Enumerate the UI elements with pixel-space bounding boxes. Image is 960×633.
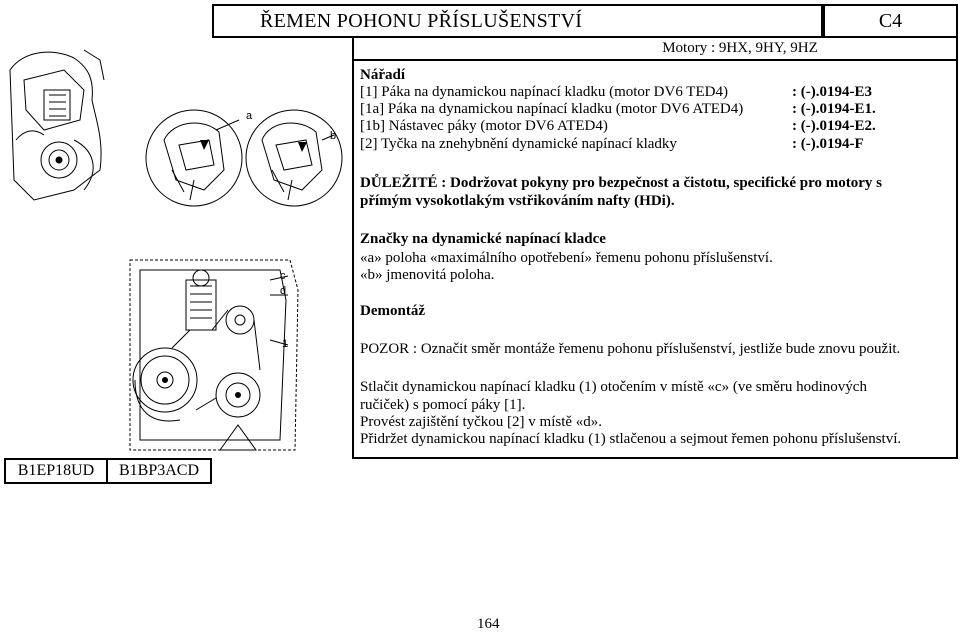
section-code bbox=[823, 4, 958, 38]
figure-ref-1 bbox=[4, 458, 108, 484]
page-number: 164 bbox=[477, 616, 500, 632]
label-a: a bbox=[246, 110, 253, 122]
section-code-text: C4 bbox=[878, 9, 903, 32]
bottom-illustration bbox=[120, 250, 305, 455]
tool-item-3: [1b] Nástavec páky (motor DV6 ATED4) bbox=[360, 118, 608, 134]
step-line-2: ručiček) s pomocí páky [1]. bbox=[360, 397, 526, 413]
removal-heading: Demontáž bbox=[360, 303, 425, 319]
figure-ref-1-text: B1EP18UD bbox=[17, 462, 95, 479]
engines-bar bbox=[352, 38, 958, 61]
page-title bbox=[212, 4, 823, 38]
tool-code-3: : (-).0194-E2. bbox=[792, 118, 876, 134]
tools-heading: Nářadí bbox=[360, 67, 405, 83]
tool-code-2: : (-).0194-E1. bbox=[792, 101, 876, 117]
tool-item-1: [1] Páka na dynamickou napínací kladku (motor DV6 TED4) bbox=[360, 84, 728, 100]
label-b: b bbox=[330, 130, 337, 142]
content-panel bbox=[352, 61, 958, 459]
marks-line-a: «a» poloha «maximálního opotřebení» řemenu pohonu příslušenství. bbox=[360, 250, 773, 266]
label-d: d bbox=[280, 285, 287, 297]
figure-ref-2 bbox=[108, 458, 212, 484]
tool-item-2: [1a] Páka na dynamickou napínací kladku (motor DV6 ATED4) bbox=[360, 101, 744, 117]
important-line-2: přímým vysokotlakým vstřikováním nafty (HDi). bbox=[360, 193, 675, 209]
page-title-text: ŘEMEN POHONU PŘÍSLUŠENSTVÍ bbox=[260, 9, 583, 32]
caution-text: POZOR : Označit směr montáže řemenu pohonu příslušenství, jestliže bude znovu použit. bbox=[360, 341, 901, 357]
tool-code-1: : (-).0194-E3 bbox=[792, 84, 872, 100]
label-1: 1 bbox=[282, 338, 289, 350]
step-line-1: Stlačit dynamickou napínací kladku (1) otočením v místě «c» (ve směru hodinových bbox=[360, 379, 867, 395]
marks-heading: Značky na dynamické napínací kladce bbox=[360, 231, 606, 247]
marks-line-b: «b» jmenovitá poloha. bbox=[360, 267, 495, 283]
engines-text: Motory : 9HX, 9HY, 9HZ bbox=[662, 40, 818, 56]
figure-ref-2-text: B1BP3ACD bbox=[118, 462, 200, 479]
tool-item-4: [2] Tyčka na znehybnění dynamické napínací kladky bbox=[360, 136, 677, 152]
top-illustration bbox=[4, 40, 348, 220]
tool-code-4: : (-).0194-F bbox=[792, 136, 864, 152]
important-line-1: DŮLEŽITÉ : Dodržovat pokyny pro bezpečnost a čistotu, specifické pro motory s bbox=[360, 175, 882, 191]
step-line-3: Provést zajištění tyčkou [2] v místě «d». bbox=[360, 414, 603, 430]
label-c: c bbox=[280, 270, 286, 282]
step-line-4: Přidržet dynamickou napínací kladku (1) stlačenou a sejmout řemen pohonu příslušenství. bbox=[360, 431, 902, 447]
